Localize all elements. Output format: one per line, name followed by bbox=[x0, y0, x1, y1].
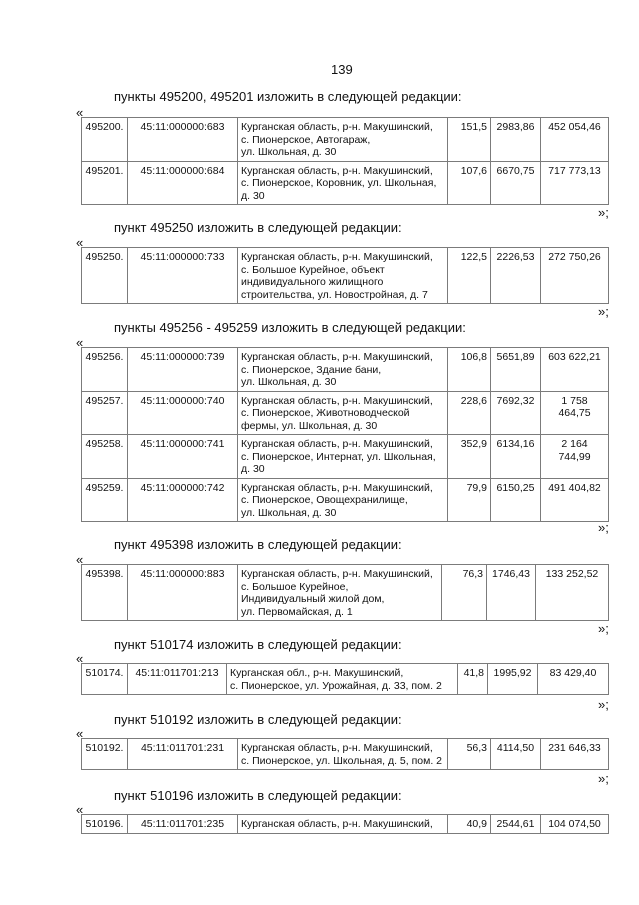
item-number: 510174. bbox=[82, 664, 128, 695]
address bbox=[238, 391, 448, 435]
item-number: 495257. bbox=[82, 391, 128, 435]
price-per-unit: 2544,61 bbox=[491, 815, 541, 834]
address-line: Курганская область, р-н. Макушинский, bbox=[241, 351, 433, 363]
price-per-unit: 5651,89 bbox=[491, 348, 541, 392]
address-line: ул. Школьная, д. 30 bbox=[241, 506, 337, 519]
address bbox=[238, 348, 448, 392]
address-line: с. Пионерское, Интернат, ул. Школьная, bbox=[241, 450, 436, 463]
address-line: Курганская область, р-н. Макушинский, bbox=[241, 438, 433, 450]
table-row bbox=[82, 739, 609, 770]
address-line: Курганская область, р-н. Макушинский, bbox=[241, 742, 433, 754]
cadastral-number: 45:11:011701:213 bbox=[128, 664, 227, 695]
address-line: с. Пионерское, Овощехранилище, bbox=[241, 494, 408, 506]
address-line: с. Пионерское, ул. Школьная, д. 5, пом. 2 bbox=[241, 754, 443, 767]
property-table bbox=[81, 347, 609, 522]
address-line: ул. Первомайская, д. 1 bbox=[241, 605, 353, 618]
item-number: 495256. bbox=[82, 348, 128, 392]
item-number: 495398. bbox=[82, 565, 128, 621]
address-line: индивидуального жилищного bbox=[241, 276, 384, 288]
price-per-unit: 7692,32 bbox=[491, 391, 541, 435]
address-line: Курганская область, р-н. Макушинский, bbox=[241, 251, 433, 263]
price-per-unit: 2226,53 bbox=[491, 248, 541, 304]
property-table bbox=[81, 117, 609, 205]
table-row bbox=[82, 391, 609, 435]
cadastral-value: 104 074,50 bbox=[541, 815, 609, 834]
area: 79,9 bbox=[448, 478, 491, 522]
section-intro: пункт 510192 изложить в следующей редакции: bbox=[114, 712, 402, 727]
address-line: с. Пионерское, Автогараж, bbox=[241, 133, 371, 146]
open-quote: « bbox=[76, 651, 84, 666]
cadastral-value: 491 404,82 bbox=[541, 478, 609, 522]
address-line: с. Пионерское, Коровник, ул. Школьная, bbox=[241, 177, 437, 189]
cadastral-value: 231 646,33 bbox=[541, 739, 609, 770]
section-intro: пункты 495200, 495201 изложить в следующей редакции: bbox=[114, 89, 462, 104]
cadastral-number: 45:11:000000:739 bbox=[128, 348, 238, 392]
table-row bbox=[82, 565, 609, 621]
address bbox=[238, 739, 448, 770]
price-per-unit: 1995,92 bbox=[488, 664, 538, 695]
address bbox=[238, 478, 448, 522]
cadastral-number: 45:11:000000:733 bbox=[128, 248, 238, 304]
cadastral-value: 272 750,26 bbox=[541, 248, 609, 304]
address-line: д. 30 bbox=[241, 463, 265, 475]
cadastral-value: 717 773,13 bbox=[541, 161, 609, 205]
table-row bbox=[82, 664, 609, 695]
table-row bbox=[82, 435, 609, 479]
item-number: 495258. bbox=[82, 435, 128, 479]
area: 122,5 bbox=[448, 248, 491, 304]
address bbox=[227, 664, 458, 695]
address-line: Курганская область, р-н. Макушинский, bbox=[241, 121, 433, 133]
address-line: Курганская область, р-н. Макушинский, bbox=[241, 164, 433, 177]
item-number: 495200. bbox=[82, 118, 128, 162]
property-table bbox=[81, 738, 609, 770]
area: 107,6 bbox=[448, 161, 491, 205]
address-line: строительства, ул. Новостройная, д. 7 bbox=[241, 288, 428, 301]
open-quote: « bbox=[76, 335, 84, 350]
price-per-unit: 2983,86 bbox=[491, 118, 541, 162]
page-number: 139 bbox=[331, 62, 353, 77]
cadastral-number: 45:11:000000:683 bbox=[128, 118, 238, 162]
open-quote: « bbox=[76, 105, 84, 120]
price-per-unit: 6150,25 bbox=[491, 478, 541, 522]
cadastral-value: 452 054,46 bbox=[541, 118, 609, 162]
section-intro: пункт 510174 изложить в следующей редакции: bbox=[114, 637, 402, 652]
address bbox=[238, 815, 448, 834]
area: 41,8 bbox=[458, 664, 488, 695]
area: 56,3 bbox=[448, 739, 491, 770]
table-row bbox=[82, 161, 609, 205]
section-intro: пункты 495256 - 495259 изложить в следующей редакции: bbox=[114, 320, 466, 335]
address-line: с. Пионерское, ул. Урожайная, д. 33, пом. 2 bbox=[230, 679, 442, 692]
address bbox=[238, 565, 442, 621]
address-line: Курганская область, р-н. Макушинский, bbox=[241, 394, 433, 407]
item-number: 510196. bbox=[82, 815, 128, 834]
close-quote: »; bbox=[598, 520, 609, 535]
area: 76,3 bbox=[442, 565, 487, 621]
open-quote: « bbox=[76, 552, 84, 567]
table-row bbox=[82, 118, 609, 162]
address-line: Курганская область, р-н. Макушинский, bbox=[241, 568, 433, 580]
item-number: 510192. bbox=[82, 739, 128, 770]
address-line: с. Большое Курейное, объект bbox=[241, 263, 385, 276]
table-row bbox=[82, 348, 609, 392]
area: 106,8 bbox=[448, 348, 491, 392]
table-row bbox=[82, 478, 609, 522]
price-per-unit: 1746,43 bbox=[487, 565, 536, 621]
property-table bbox=[81, 564, 609, 621]
address-line: фермы, ул. Школьная, д. 30 bbox=[241, 419, 378, 432]
address bbox=[238, 435, 448, 479]
address bbox=[238, 118, 448, 162]
address bbox=[238, 161, 448, 205]
cadastral-number: 45:11:000000:741 bbox=[128, 435, 238, 479]
address-line: Курганская обл., р-н. Макушинский, bbox=[230, 667, 404, 679]
close-quote: »; bbox=[598, 304, 609, 319]
close-quote: »; bbox=[598, 771, 609, 786]
close-quote: »; bbox=[598, 205, 609, 220]
address-line: Курганская область, р-н. Макушинский, bbox=[241, 481, 433, 494]
cadastral-number: 45:11:000000:742 bbox=[128, 478, 238, 522]
address-line: с. Большое Курейное, bbox=[241, 580, 349, 593]
section-intro: пункт 495250 изложить в следующей редакции: bbox=[114, 220, 402, 235]
cadastral-number: 45:11:000000:883 bbox=[128, 565, 238, 621]
close-quote: »; bbox=[598, 697, 609, 712]
cadastral-value: 603 622,21 bbox=[541, 348, 609, 392]
price-per-unit: 6134,16 bbox=[491, 435, 541, 479]
cadastral-value: 2 164 744,99 bbox=[541, 435, 609, 479]
cadastral-number: 45:11:000000:740 bbox=[128, 391, 238, 435]
address-line: с. Пионерское, Здание бани, bbox=[241, 363, 382, 376]
price-per-unit: 6670,75 bbox=[491, 161, 541, 205]
address-line: с. Пионерское, Животноводческой bbox=[241, 407, 410, 419]
cadastral-number: 45:11:011701:231 bbox=[128, 739, 238, 770]
cadastral-value: 1 758 464,75 bbox=[541, 391, 609, 435]
address-line: д. 30 bbox=[241, 189, 265, 202]
property-table bbox=[81, 814, 609, 834]
close-quote: »; bbox=[598, 621, 609, 636]
section-intro: пункт 510196 изложить в следующей редакции: bbox=[114, 788, 402, 803]
open-quote: « bbox=[76, 235, 84, 250]
cadastral-value: 133 252,52 bbox=[536, 565, 609, 621]
property-table bbox=[81, 663, 609, 695]
address-line: Индивидуальный жилой дом, bbox=[241, 593, 385, 605]
open-quote: « bbox=[76, 802, 84, 817]
price-per-unit: 4114,50 bbox=[491, 739, 541, 770]
area: 352,9 bbox=[448, 435, 491, 479]
address-line: ул. Школьная, д. 30 bbox=[241, 376, 337, 388]
cadastral-value: 83 429,40 bbox=[538, 664, 609, 695]
table-row bbox=[82, 815, 609, 834]
table-row bbox=[82, 248, 609, 304]
address-line: Курганская область, р-н. Макушинский, bbox=[241, 818, 433, 830]
address-line: ул. Школьная, д. 30 bbox=[241, 146, 337, 158]
cadastral-number: 45:11:000000:684 bbox=[128, 161, 238, 205]
area: 228,6 bbox=[448, 391, 491, 435]
property-table bbox=[81, 247, 609, 304]
item-number: 495259. bbox=[82, 478, 128, 522]
area: 40,9 bbox=[448, 815, 491, 834]
item-number: 495250. bbox=[82, 248, 128, 304]
section-intro: пункт 495398 изложить в следующей редакции: bbox=[114, 537, 402, 552]
address bbox=[238, 248, 448, 304]
item-number: 495201. bbox=[82, 161, 128, 205]
open-quote: « bbox=[76, 726, 84, 741]
cadastral-number: 45:11:011701:235 bbox=[128, 815, 238, 834]
area: 151,5 bbox=[448, 118, 491, 162]
